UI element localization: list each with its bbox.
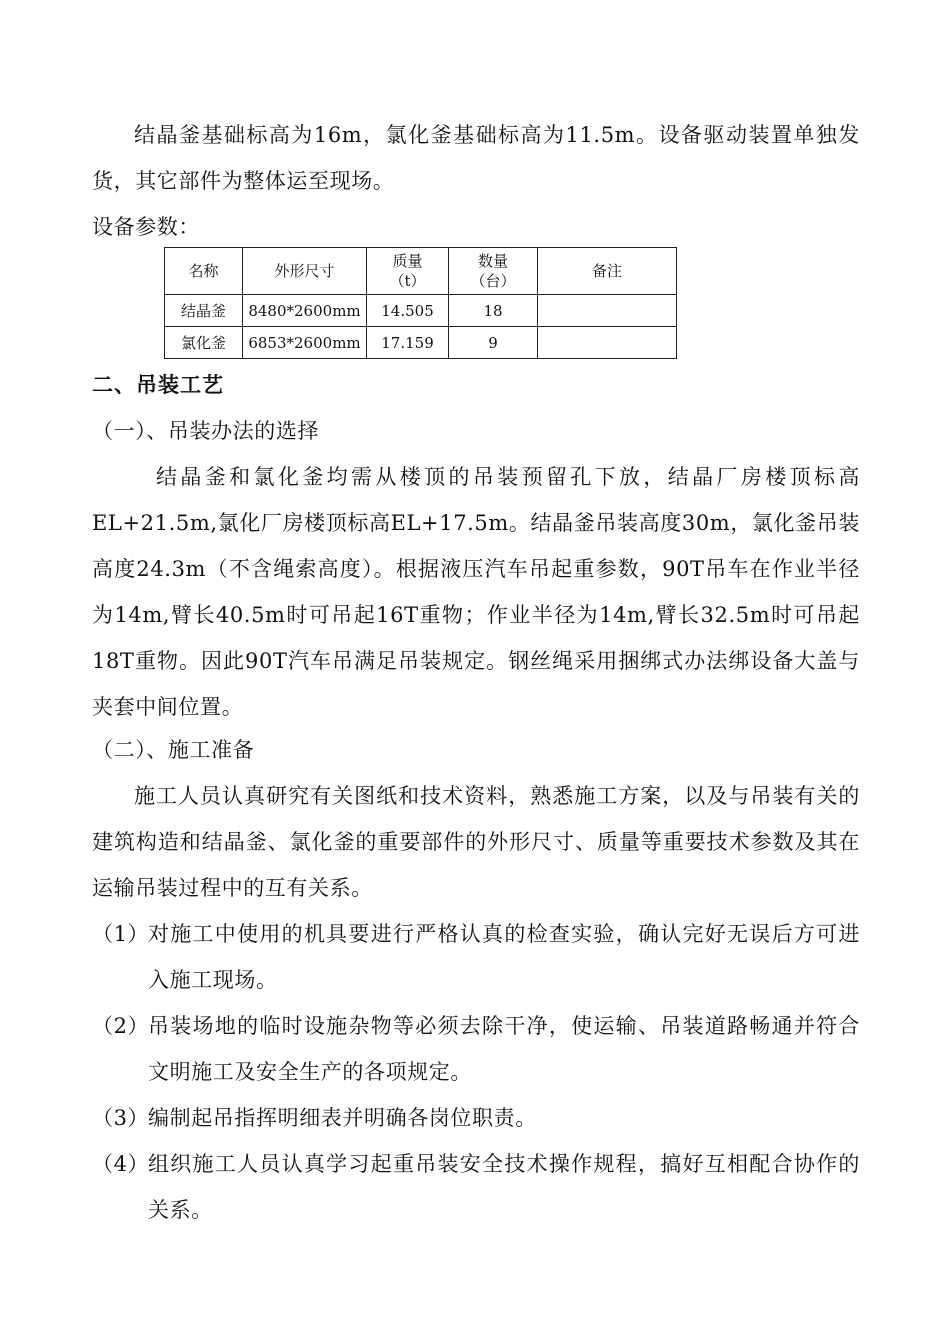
list-item — [92, 1095, 860, 1141]
header-mass — [367, 248, 449, 295]
intro-paragraph: 结晶釜基础标高为16m，氯化釜基础标高为11.5m。设备驱动装置单独发货，其它部件为整体运至现场。 — [92, 123, 860, 193]
header-qty — [449, 248, 538, 295]
list-item-number: （4） — [92, 1152, 150, 1176]
cell-name: 氯化釜 — [165, 327, 243, 359]
subsection-1-title: （一）、吊装办法的选择 — [92, 419, 320, 443]
header-name: 名称 — [165, 248, 243, 295]
cell-mass: 14.505 — [367, 295, 449, 327]
header-size: 外形尺寸 — [243, 248, 367, 295]
list-item-text: 编制起吊指挥明细表并明确各岗位职责。 — [148, 1106, 537, 1130]
table-row — [165, 327, 677, 359]
cell-mass: 17.159 — [367, 327, 449, 359]
cell-size: 6853*2600mm — [243, 327, 367, 359]
equipment-params-table — [164, 247, 677, 359]
cell-remark — [538, 295, 677, 327]
header-mass-line2: （t） — [389, 272, 426, 290]
list-item — [92, 911, 860, 1003]
cell-qty: 18 — [449, 295, 538, 327]
list-item — [92, 1141, 860, 1233]
preparation-paragraph: 施工人员认真研究有关图纸和技术资料，熟悉施工方案，以及与吊装有关的建筑构造和结晶釜、氯化釜的重要部件的外形尺寸、质量等重要技术参数及其在运输吊装过程中的互有关系。 — [92, 784, 860, 900]
list-item-text: 对施工中使用的机具要进行严格认真的检查实验，确认完好无误后方可进入施工现场。 — [148, 922, 860, 992]
cell-remark — [538, 327, 677, 359]
header-mass-line1: 质量 — [392, 252, 423, 270]
list-item-number: （2） — [92, 1014, 150, 1038]
header-qty-line1: 数量 — [477, 252, 508, 270]
list-item-text: 组织施工人员认真学习起重吊装安全技术操作规程，搞好互相配合协作的关系。 — [148, 1152, 860, 1222]
cell-size: 8480*2600mm — [243, 295, 367, 327]
list-item-number: （1） — [92, 922, 150, 946]
cell-qty: 9 — [449, 327, 538, 359]
header-remark: 备注 — [538, 248, 677, 295]
table-header-row — [165, 248, 677, 295]
equipment-params-label: 设备参数： — [92, 215, 200, 239]
table-row — [165, 295, 677, 327]
section-2-title: 二、吊装工艺 — [92, 373, 224, 397]
cell-name: 结晶釜 — [165, 295, 243, 327]
subsection-2-title: （二）、施工准备 — [92, 738, 255, 762]
lifting-method-paragraph: 结晶釜和氯化釜均需从楼顶的吊装预留孔下放，结晶厂房楼顶标高EL+21.5m,氯化厂房楼顶标高EL+17.5m。结晶釜吊装高度30m，氯化釜吊装高度24.3m（不含绳索高度）。根据液压汽车吊起重参数，90T吊车在作业半径为14m,臂长40.5m时可吊起16T重物；作业半径为14m,臂长32.5m时可吊起18T重物。因此90T汽车吊满足吊装规定。钢丝绳采用捆绑式办法绑设备大盖与夹套中间位置。 — [92, 465, 860, 719]
list-item — [92, 1003, 860, 1095]
list-item-number: （3） — [92, 1106, 150, 1130]
list-item-text: 吊装场地的临时设施杂物等必须去除干净，使运输、吊装道路畅通并符合文明施工及安全生产的各项规定。 — [148, 1014, 860, 1084]
header-qty-line2: （台） — [470, 272, 516, 290]
